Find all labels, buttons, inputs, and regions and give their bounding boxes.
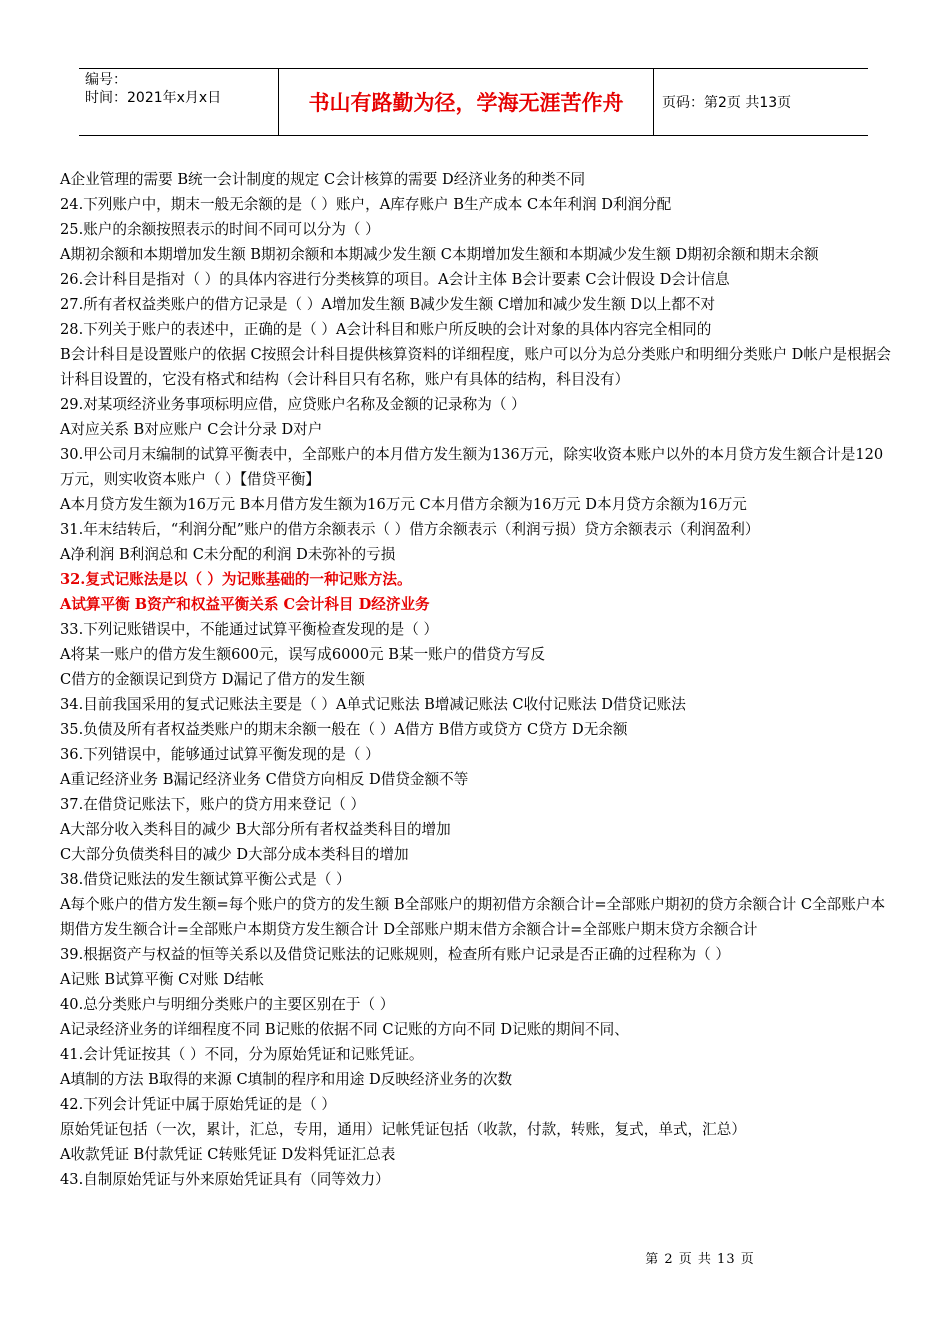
text-line: A净利润 B利润总和 C未分配的利润 D未弥补的亏损 <box>60 546 396 563</box>
text-line: A每个账户的借方发生额=每个账户的贷方的发生额 B全部账户的期初借方余额合计=全部账户期初的贷方余额合计 C全部账户本期借方发生额合计=全部账户本期贷方发生额合计 D全部账户期末借方余额合计=全部账户期末贷方余额合计 <box>60 896 886 938</box>
time-label: 时间：2021年x月x日 <box>85 90 222 106</box>
page-header <box>79 68 868 136</box>
header-info-cell <box>79 69 279 135</box>
text-line: A记账 B试算平衡 C对账 D结帐 <box>60 971 264 988</box>
page-footer: 第 2 页 共 13 页 <box>645 1252 755 1267</box>
text-line: A本月贷方发生额为16万元 B本月借方发生额为16万元 C本月借方余额为16万元 D本月贷方余额为16万元 <box>60 496 747 513</box>
text-line: 32.复式记账法是以（ ）为记账基础的一种记账方法。 <box>60 571 412 588</box>
text-line: A填制的方法 B取得的来源 C填制的程序和用途 D反映经济业务的次数 <box>60 1071 513 1088</box>
text-line: 29.对某项经济业务事项标明应借，应贷账户名称及金额的记录称为（ ） <box>60 396 526 413</box>
text-line: A重记经济业务 B漏记经济业务 C借贷方向相反 D借贷金额不等 <box>60 771 469 788</box>
text-line: 36.下列错误中，能够通过试算平衡发现的是（ ） <box>60 746 380 763</box>
text-line: 27.所有者权益类账户的借方记录是（ ）A增加发生额 B减少发生额 C增加和减少发生额 D以上都不对 <box>60 296 716 313</box>
text-line: 31.年末结转后，“利润分配”账户的借方余额表示（ ）借方余额表示（利润亏损）贷方余额表示（利润盈利） <box>60 521 760 538</box>
text-line: 37.在借贷记账法下，账户的贷方用来登记（ ） <box>60 796 366 813</box>
text-line: A试算平衡 B资产和权益平衡关系 C会计科目 D经济业务 <box>60 596 430 613</box>
serial-label: 编号： <box>85 72 127 88</box>
text-line: 25.账户的余额按照表示的时间不同可以分为（ ） <box>60 221 380 238</box>
text-line: 24.下列账户中，期末一般无余额的是（ ）账户，A库存账户 B生产成本 C本年利润 D利润分配 <box>60 196 672 213</box>
text-line: 26.会计科目是指对（ ）的具体内容进行分类核算的项目。A会计主体 B会计要素 C会计假设 D会计信息 <box>60 271 730 288</box>
text-line: A将某一账户的借方发生额600元，误写成6000元 B某一账户的借贷方写反 <box>60 646 545 663</box>
text-line: 41.会计凭证按其（ ）不同，分为原始凭证和记账凭证。 <box>60 1046 424 1063</box>
text-line: 40.总分类账户与明细分类账户的主要区别在于（ ） <box>60 996 395 1013</box>
text-line: 34.目前我国采用的复式记账法主要是（ ）A单式记账法 B增减记账法 C收付记账法 D借贷记账法 <box>60 696 686 713</box>
text-line: A企业管理的需要 B统一会计制度的规定 C会计核算的需要 D经济业务的种类不同 <box>60 171 586 188</box>
text-line: A大部分收入类科目的减少 B大部分所有者权益类科目的增加 <box>60 821 451 838</box>
header-motto: 书山有路勤为径，学海无涯苦作舟 <box>279 69 654 135</box>
text-line: B会计科目是设置账户的依据 C按照会计科目提供核算资料的详细程度，账户可以分为总分类账户和明细分类账户 D帐户是根据会计科目设置的，它没有格式和结构（会计科目只有名称，账户有具体的结构，科目没有） <box>60 346 891 388</box>
document-body <box>60 167 892 1192</box>
text-line: 43.自制原始凭证与外来原始凭证具有（同等效力） <box>60 1171 390 1188</box>
text-line: A对应关系 B对应账户 C会计分录 D对户 <box>60 421 323 438</box>
text-line: A记录经济业务的详细程度不同 B记账的依据不同 C记账的方向不同 D记账的期间不同、 <box>60 1021 629 1038</box>
text-line: 39.根据资产与权益的恒等关系以及借贷记账法的记账规则，检查所有账户记录是否正确的过程称为（ ） <box>60 946 730 963</box>
text-line: 42.下列会计凭证中属于原始凭证的是（ ） <box>60 1096 336 1113</box>
text-line: 38.借贷记账法的发生额试算平衡公式是（ ） <box>60 871 351 888</box>
text-line: C大部分负债类科目的减少 D大部分成本类科目的增加 <box>60 846 409 863</box>
text-line: 30.甲公司月末编制的试算平衡表中，全部账户的本月借方发生额为136万元，除实收资本账户以外的本月贷方发生额合计是120万元，则实收资本账户（ ）【借贷平衡】 <box>60 446 884 488</box>
text-line: C借方的金额误记到贷方 D漏记了借方的发生额 <box>60 671 365 688</box>
header-page-label: 页码：第2页 共13页 <box>662 95 792 111</box>
text-line: A期初余额和本期增加发生额 B期初余额和本期减少发生额 C本期增加发生额和本期减少发生额 D期初余额和期末余额 <box>60 246 819 263</box>
text-line: 28.下列关于账户的表述中，正确的是（ ）A会计科目和账户所反映的会计对象的具体内容完全相同的 <box>60 321 712 338</box>
text-line: 原始凭证包括（一次，累计，汇总，专用，通用）记帐凭证包括（收款，付款，转账，复式，单式，汇总） <box>60 1121 746 1138</box>
text-line: 35.负债及所有者权益类账户的期末余额一般在（ ）A借方 B借方或贷方 C贷方 D无余额 <box>60 721 628 738</box>
text-line: 33.下列记账错误中，不能通过试算平衡检查发现的是（ ） <box>60 621 439 638</box>
text-line: A收款凭证 B付款凭证 C转账凭证 D发料凭证汇总表 <box>60 1146 396 1163</box>
